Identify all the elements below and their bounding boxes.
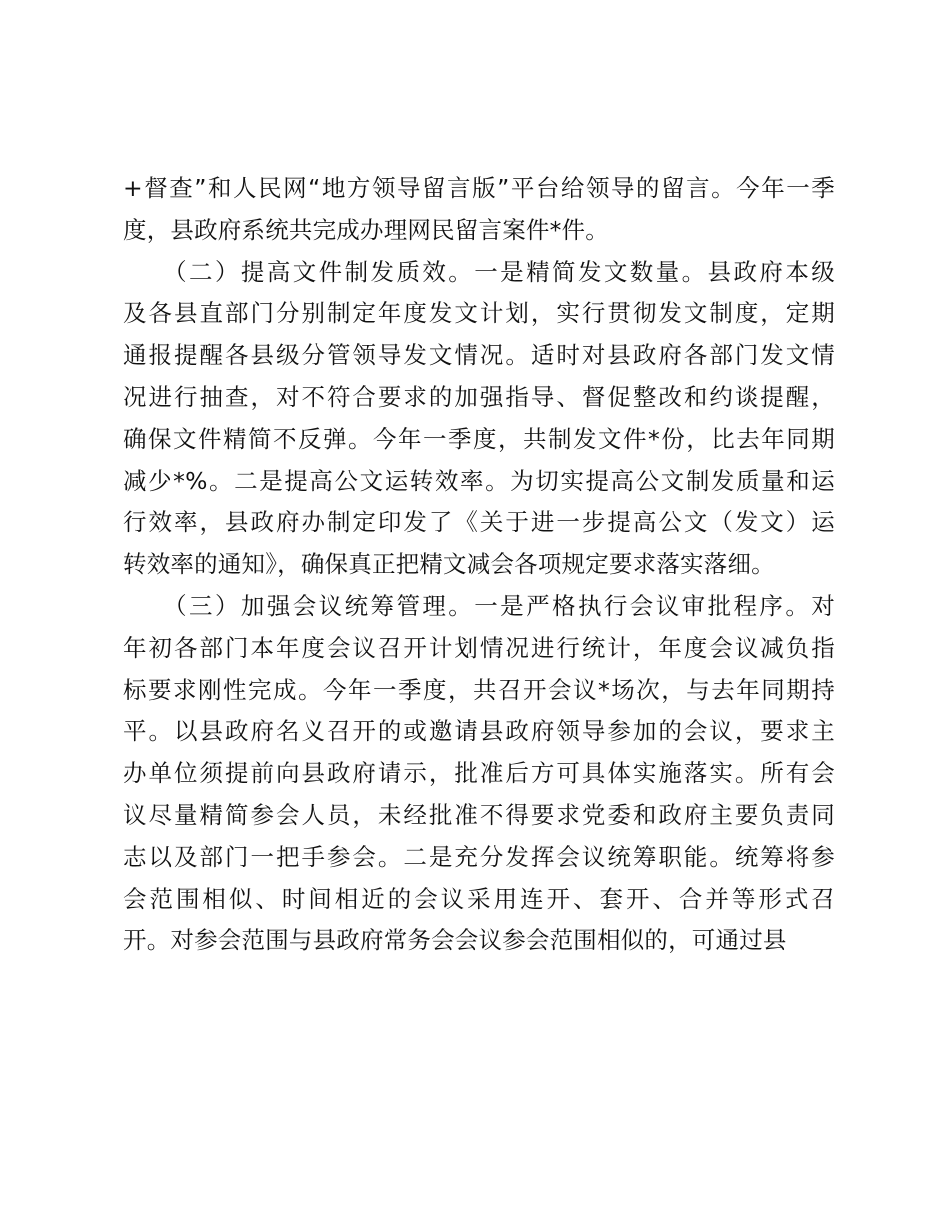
body-line: 年初各部门本年度会议召开计划情况进行统计，年度会议减负指: [123, 633, 835, 662]
body-line: 确保文件精简不反弹。今年一季度，共制发文件*份，比去年同期: [123, 424, 835, 453]
document-body: [123, 168, 835, 962]
body-line: 通报提醒各县级分管领导发文情况。适时对县政府各部门发文情: [123, 341, 835, 370]
body-line: 会范围相似、时间相近的会议采用连开、套开、合并等形式召: [123, 884, 835, 913]
body-line: 行效率，县政府办制定印发了《关于进一步提高公文（发文）运: [123, 508, 835, 537]
body-line: 志以及部门一把手参会。二是充分发挥会议统筹职能。统筹将参: [123, 842, 835, 871]
body-line: （三）加强会议统筹管理。一是严格执行会议审批程序。对: [123, 591, 835, 620]
body-line: （二）提高文件制发质效。一是精简发文数量。县政府本级: [123, 257, 835, 286]
body-line: +督查”和人民网“地方领导留言版”平台给领导的留言。今年一季: [123, 174, 835, 202]
body-line: 标要求刚性完成。今年一季度，共召开会议*场次，与去年同期持: [123, 675, 835, 704]
body-line: 平。以县政府名义召开的或邀请县政府领导参加的会议，要求主: [123, 717, 835, 746]
body-line: 度，县政府系统共完成办理网民留言案件*件。: [123, 215, 609, 244]
body-line: 办单位须提前向县政府请示，批准后方可具体实施落实。所有会: [123, 759, 835, 788]
body-line: 减少*%。二是提高公文运转效率。为切实提高公文制发质量和运: [123, 466, 835, 495]
body-line: 及各县直部门分别制定年度发文计划，实行贯彻发文制度，定期: [123, 299, 835, 328]
body-line: 开。对参会范围与县政府常务会会议参会范围相似的，可通过县: [123, 926, 787, 955]
body-line: 况进行抽查，对不符合要求的加强指导、督促整改和约谈提醒，: [123, 382, 835, 411]
body-line: 转效率的通知》，确保真正把精文减会各项规定要求落实落细。: [123, 550, 775, 579]
body-line: 议尽量精简参会人员，未经批准不得要求党委和政府主要负责同: [123, 800, 835, 829]
